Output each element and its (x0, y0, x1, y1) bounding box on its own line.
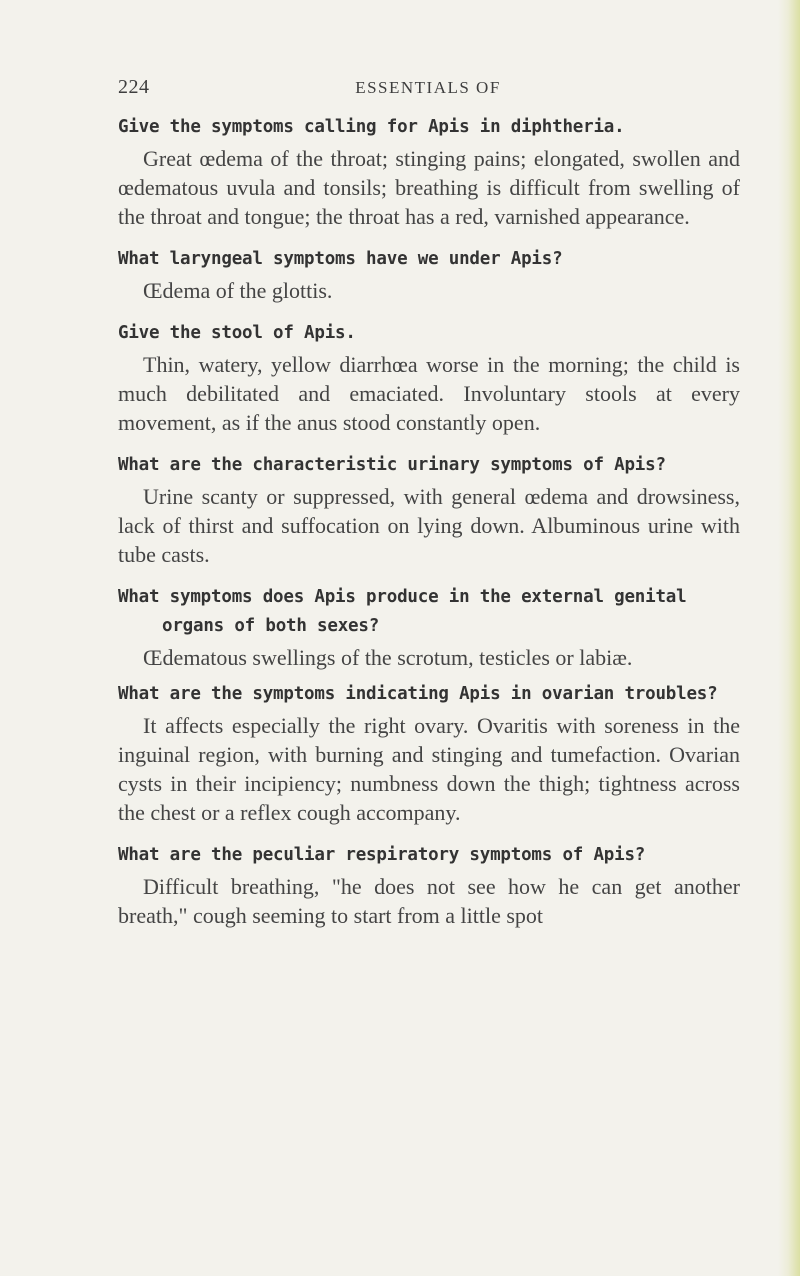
answer-paragraph: Œdema of the glottis. (143, 278, 333, 303)
question-heading: Give the stool of Apis. (118, 323, 356, 343)
question-heading: Give the symptoms calling for Apis in diphtheria. (118, 117, 625, 137)
page-edge-discoloration (778, 0, 800, 1276)
answer-paragraph: Œdematous swellings of the scrotum, testicles or labiæ. (143, 645, 633, 670)
answer-paragraph: Great œdema of the throat; stinging pains; elongated, swollen and œdematous uvula and tonsils; breathing is difficult from swelling of the throat and tongue; the throat has a red, varnished appearance. (118, 146, 740, 229)
question-heading: What symptoms does Apis produce in the external genital organs of both sexes? (118, 587, 687, 636)
running-head: ESSENTIALS OF (355, 78, 501, 97)
question-heading: What are the peculiar respiratory symptoms of Apis? (118, 845, 646, 865)
page-number: 224 (118, 76, 150, 98)
question-heading: What are the characteristic urinary symptoms of Apis? (118, 455, 666, 475)
answer-paragraph: Urine scanty or suppressed, with general œdema and drowsiness, lack of thirst and suffocation on lying down. Albuminous urine with tube casts. (118, 484, 740, 567)
page-body (118, 113, 740, 930)
question-heading: What laryngeal symptoms have we under Apis? (118, 249, 563, 269)
question-heading: What are the symptoms indicating Apis in ovarian troubles? (118, 684, 718, 704)
answer-paragraph: It affects especially the right ovary. Ovaritis with soreness in the inguinal region, with burning and stinging and tumefaction. Ovarian cysts in their incipiency; numbness down the thigh; tightness across the chest or a reflex cough accompany. (118, 713, 740, 825)
page-header (118, 76, 738, 102)
answer-paragraph: Difficult breathing, "he does not see how he can get another breath," cough seeming to start from a little spot (118, 874, 740, 928)
answer-paragraph: Thin, watery, yellow diarrhœa worse in the morning; the child is much debilitated and emaciated. Involuntary stools at every movement, as if the anus stood constantly open. (118, 352, 740, 435)
